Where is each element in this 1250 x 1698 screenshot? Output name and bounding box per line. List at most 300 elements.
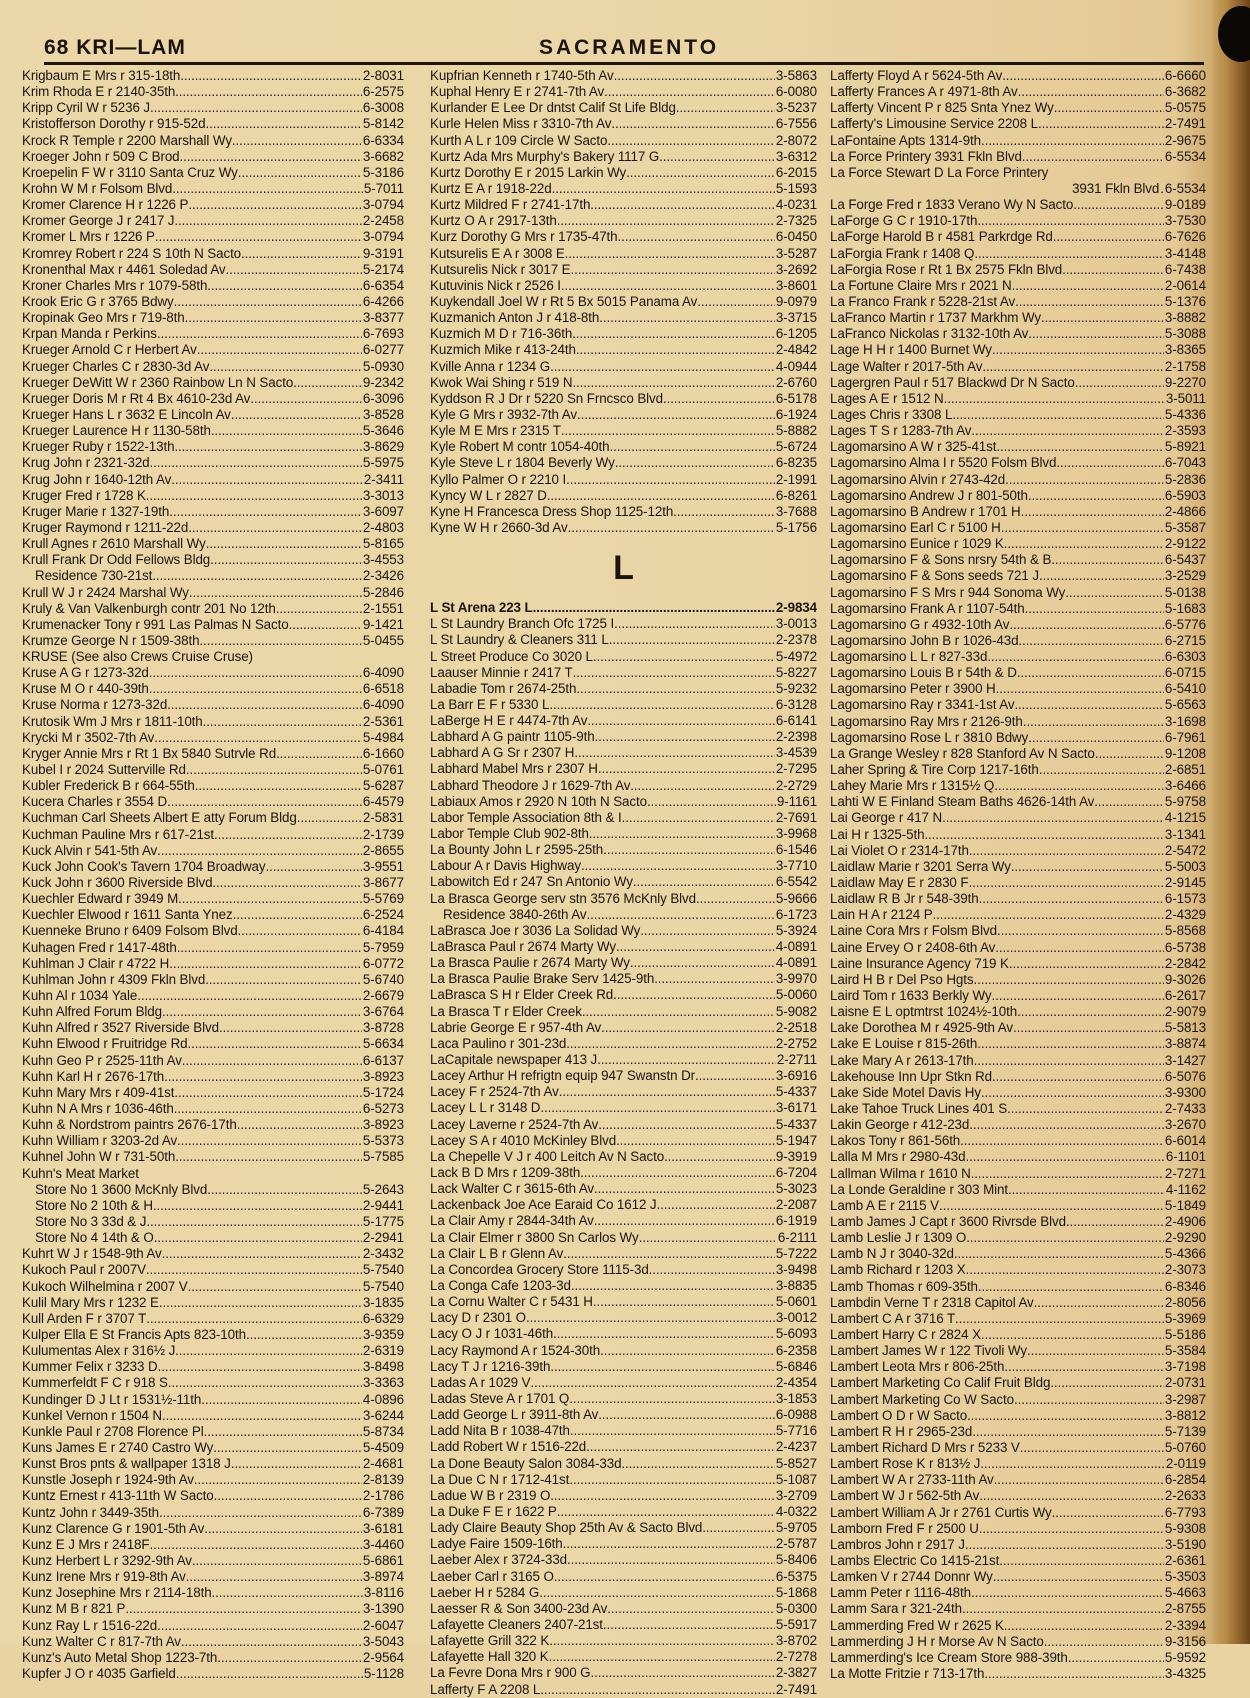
dot-leader [1028, 730, 1164, 746]
dot-leader [987, 649, 1164, 665]
listing-name: Kruse A G r 1273-32d [22, 665, 149, 681]
listing-row [430, 342, 817, 358]
listing-row [430, 1391, 817, 1407]
listing-row [430, 149, 817, 165]
header-rule [44, 62, 1204, 65]
dot-leader [554, 1569, 775, 1585]
listing-name: L St Laundry Branch Ofc 1725 I [430, 616, 615, 632]
listing-name: La Brasca Paulie Brake Serv 1425-9th [430, 971, 655, 987]
listing-row [22, 133, 404, 149]
listing-row [430, 1197, 817, 1213]
listing-name: Kyne W H r 2660-3d Av [430, 519, 568, 535]
listing-row [22, 1133, 404, 1149]
dot-leader [559, 1084, 775, 1100]
dot-leader [530, 1375, 774, 1391]
dot-leader [175, 84, 362, 100]
listing-name: Kripp Cyril W r 5236 J [22, 100, 151, 116]
listing-name: Kryger Annie Mrs r Rt 1 Bx 5840 Sutrvle Rd [22, 745, 277, 761]
dot-leader [171, 472, 363, 488]
listing-name: Lages A E r 1512 N [830, 390, 944, 406]
listing-name: Kyle Steve L r 1804 Beverly Wy [430, 455, 615, 471]
listing-row [430, 874, 817, 890]
dot-leader [971, 1585, 1164, 1601]
listing-name: L St Arena 223 L [430, 600, 533, 616]
listing-name: La Grange Wesley r 828 Stanford Av N Sacto [830, 745, 1095, 761]
listing-name: Kuhagen Fred r 1417-48th [22, 939, 177, 955]
dot-leader [207, 278, 362, 294]
listing-name: Kuhn N A Mrs r 1036-46th [22, 1101, 174, 1116]
listing-name: Lage H H r 1400 Burnet Wy [830, 342, 992, 358]
dot-leader [1009, 617, 1164, 633]
listing-name: Lai H r 1325-5th [830, 826, 925, 842]
directory-column-1 [22, 68, 404, 1681]
listing-name: Lake E Louise r 815-26th [830, 1036, 978, 1052]
dot-leader [568, 520, 775, 536]
dot-leader [214, 827, 362, 843]
listing-name: Kuntz John r 3449-35th [22, 1504, 160, 1520]
listing-row [22, 875, 404, 891]
listing-name: LaFontaine Apts 1314-9th [830, 132, 981, 148]
listing-name: Ladye Faire 1509-16th [430, 1536, 563, 1552]
dot-leader [657, 1197, 775, 1213]
listing-name: La Franco Frank r 5228-21st Av [830, 293, 1016, 309]
dot-leader [188, 1279, 362, 1295]
listing-phone: 6-4090 [362, 665, 404, 681]
listing-row [430, 1004, 817, 1020]
dot-leader [164, 1069, 362, 1085]
dot-leader [1041, 310, 1164, 326]
dot-leader [965, 1537, 1164, 1553]
dot-leader [594, 1213, 775, 1229]
dot-leader [180, 68, 362, 84]
dot-leader [615, 455, 775, 471]
listing-phone: 5-3969 [1164, 1310, 1206, 1326]
listing-phone: 5-9705 [775, 1520, 817, 1536]
listing-row [430, 391, 817, 407]
listing-name: Kutuvinis Nick r 2526 I [430, 277, 561, 293]
listing-name: Ladas A r 1029 V [430, 1374, 531, 1390]
dot-leader [237, 1117, 362, 1133]
listing-row [22, 633, 404, 649]
listing-row [22, 181, 404, 197]
listing-name: Labor Temple Club 902-8th [430, 826, 589, 842]
listing-name: Laidlaw R B Jr r 548-39th [830, 891, 979, 907]
dot-leader [188, 520, 362, 536]
listing-row [22, 714, 404, 730]
listing-phone: 5-3587 [1164, 519, 1206, 535]
listing-phone: 5-4509 [362, 1439, 404, 1455]
listing-row [22, 1505, 404, 1521]
dot-leader [561, 278, 775, 294]
listing-row [22, 1488, 404, 1504]
dot-leader [968, 875, 1163, 891]
listing-name: Lackenback Joe Ace Earaid Co 1612 J [430, 1197, 657, 1213]
listing-row [830, 310, 1206, 326]
listing-row [430, 246, 817, 262]
dot-leader [654, 971, 775, 987]
listing-phone: 3-2529 [1164, 568, 1206, 584]
dot-leader [557, 1504, 775, 1520]
listing-phone: 9-1161 [776, 793, 817, 809]
dot-leader [188, 1036, 362, 1052]
listing-name: Kromer Clarence H r 1226 P [22, 197, 189, 213]
dot-leader [598, 761, 775, 777]
listing-row [22, 601, 404, 617]
listing-row [22, 1392, 404, 1408]
dot-leader [1053, 229, 1164, 245]
listing-row [830, 1505, 1206, 1521]
listing-row [830, 1440, 1206, 1456]
listing-name: Kuchman Carl Sheets Albert E atty Forum Bldg [22, 810, 297, 826]
listing-name: Laidlaw May E r 2830 F [830, 875, 969, 891]
listing-name: Krutosik Wm J Mrs r 1811-10th [22, 713, 203, 729]
listing-phone: 2-4842 [775, 342, 817, 358]
listing-phone: 5-5975 [362, 455, 404, 471]
listing-row [830, 1634, 1206, 1650]
dot-leader [146, 1262, 362, 1278]
listing-row [430, 1117, 817, 1133]
dot-leader [238, 165, 362, 181]
dot-leader [603, 842, 775, 858]
listing-row [830, 1392, 1206, 1408]
dot-leader [640, 923, 775, 939]
listing-row [830, 1279, 1206, 1295]
listing-name: Lagomarsino Alma I r 5520 Folsm Blvd [830, 455, 1057, 471]
listing-row [22, 1585, 404, 1601]
listing-name: Kuck John Cook's Tavern 1704 Broadway [22, 858, 266, 874]
dot-leader [1007, 1101, 1164, 1117]
dot-leader [576, 681, 775, 697]
listing-row [830, 359, 1206, 375]
dot-leader [162, 1004, 362, 1020]
listing-row [830, 1262, 1206, 1278]
listing-row [830, 1069, 1206, 1085]
listing-row [430, 520, 817, 536]
dot-leader [580, 1165, 775, 1181]
dot-leader [157, 843, 362, 859]
listing-row [430, 761, 817, 777]
dot-leader [609, 439, 774, 455]
dot-leader [188, 197, 362, 213]
listing-phone: 3-5190 [1164, 1536, 1206, 1552]
listing-phone: 3-3715 [775, 310, 817, 326]
listing-row [830, 585, 1206, 601]
listing-row [430, 504, 817, 520]
dot-leader [550, 1359, 775, 1375]
listing-name: Kuykendall Joel W r Rt 5 Bx 5015 Panama Av [430, 293, 698, 309]
listing-row [22, 116, 404, 132]
dot-leader [174, 294, 362, 310]
listing-name: Labour A r Davis Highway [430, 858, 581, 874]
listing-name: Lagomarsino Ray r 3341-1st Av [830, 697, 1015, 713]
listing-name: Lake Dorothea M r 4925-9th Av [830, 1020, 1013, 1036]
dot-leader [1020, 1440, 1164, 1456]
listing-phone: 6-1723 [775, 906, 817, 922]
listing-name: Lacy Raymond A r 1524-30th [430, 1342, 601, 1358]
listing-row [22, 1053, 404, 1069]
listing-row [22, 697, 404, 713]
listing-name: Kyle G Mrs r 3932-7th Av [430, 406, 577, 422]
listing-name: L Street Produce Co 3020 L [430, 648, 593, 664]
listing-phone: 6-6141 [775, 713, 817, 729]
listing-phone: 3-4325 [1164, 1665, 1206, 1681]
listing-phone: 6-3096 [362, 390, 404, 406]
listing-phone: 5-4972 [775, 648, 817, 664]
listing-phone: 3-6466 [1164, 778, 1206, 794]
page-header [44, 36, 1214, 62]
dot-leader [649, 1262, 775, 1278]
dot-leader [146, 488, 362, 504]
listing-phone: 6-5437 [1164, 552, 1206, 568]
listing-name: Labhard Mabel Mrs r 2307 H [430, 761, 598, 777]
listing-row [830, 1569, 1206, 1585]
dot-leader [549, 697, 775, 713]
dot-leader [246, 1327, 362, 1343]
dot-leader [1044, 1634, 1164, 1650]
listing-name: Lacy O J r 1031-46th [430, 1326, 554, 1342]
listing-row [22, 1472, 404, 1488]
listing-name: La Done Beauty Salon 3084-33d [430, 1455, 622, 1471]
listing-name: Kunst Bros pnts & wallpaper 1318 J [22, 1456, 231, 1472]
listing-row [830, 972, 1206, 988]
listing-row [830, 1053, 1206, 1069]
dot-leader [567, 1552, 775, 1568]
listing-row [22, 488, 404, 504]
listing-phone: 2-3394 [1164, 1617, 1206, 1633]
listing-phone: 3-4460 [362, 1536, 404, 1552]
listing-row [830, 1198, 1206, 1214]
listing-phone: 3-8923 [362, 1068, 404, 1084]
dot-leader [978, 1279, 1164, 1295]
listing-phone: 3-8528 [362, 406, 404, 422]
listing-row [22, 730, 404, 746]
listing-row [430, 713, 817, 729]
listing-name: Kuhlman John r 4309 Fkln Blvd [22, 971, 206, 987]
listing-name: Laird Tom r 1633 Berkly Wy [830, 988, 992, 1004]
dot-leader [996, 439, 1164, 455]
dot-leader [297, 810, 362, 826]
listing-name: Lamb Thomas r 609-35th [830, 1278, 978, 1294]
dot-leader [611, 116, 775, 132]
listing-name: Labhard A G Sr r 2307 H [430, 745, 575, 761]
listing-name: Kunz Walter C r 817-7th Av [22, 1633, 181, 1649]
listing-row [22, 407, 404, 423]
listing-name: La Clair Elmer r 3800 Sn Carlos Wy [430, 1229, 639, 1245]
listing-name: La Clair Amy r 2844-34th Av [430, 1213, 594, 1229]
listing-row [830, 1537, 1206, 1553]
listing-row [430, 1149, 817, 1165]
dot-leader [582, 1004, 775, 1020]
listing-name: Kromrey Robert r 224 S 10th N Sacto [22, 245, 242, 261]
listing-name: Kubel I r 2024 Sutterville Rd [22, 762, 186, 778]
listing-row [430, 455, 817, 471]
listing-name: Lambert William A Jr r 2761 Curtis Wy [830, 1504, 1052, 1520]
listing-row [830, 778, 1206, 794]
dot-leader [573, 665, 775, 681]
dot-leader [630, 778, 775, 794]
listing-phone: 6-7793 [1164, 1504, 1206, 1520]
dot-leader [172, 181, 363, 197]
listing-phone: 2-1991 [775, 471, 817, 487]
listing-phone: 2-4329 [1164, 907, 1206, 923]
listing-name: La Cornu Walter C r 5431 H [430, 1294, 593, 1310]
listing-name: Lambert W A r 2733-11th Av [830, 1472, 994, 1488]
listing-row [430, 165, 817, 181]
dot-leader [214, 1488, 362, 1504]
listing-row [830, 1133, 1206, 1149]
listing-phone: 2-2752 [775, 1035, 817, 1051]
listing-phone: 2-7278 [775, 1649, 817, 1665]
listing-name: Kruly & Van Valkenburgh contr 201 No 12th [22, 600, 276, 616]
listing-row [430, 1439, 817, 1455]
dot-leader [992, 342, 1164, 358]
listing-row [430, 955, 817, 971]
listing-row [430, 1682, 817, 1698]
dot-leader [203, 714, 362, 730]
listing-name: Lacy D r 2301 O [430, 1310, 527, 1326]
dot-leader [673, 504, 775, 520]
listing-row [22, 213, 404, 229]
listing-row [430, 1181, 817, 1197]
listing-row [430, 423, 817, 439]
listing-name: Laidlaw Marie r 3201 Serra Wy [830, 858, 1011, 874]
listing-name: LaBerge H E r 4474-7th Av [430, 713, 588, 729]
listing-phone: 3-1341 [1164, 826, 1206, 842]
dot-leader [205, 972, 362, 988]
listing-row [830, 423, 1206, 439]
dot-leader [178, 891, 362, 907]
dot-leader [177, 1133, 362, 1149]
listing-phone: 9-1421 [362, 616, 404, 632]
listing-phone: 2-7295 [775, 761, 817, 777]
listing-row [830, 923, 1206, 939]
listing-phone: 3-8377 [362, 310, 404, 326]
listing-phone: 3-7688 [775, 503, 817, 519]
listing-phone: 3-6171 [775, 1100, 817, 1116]
listing-row [830, 1295, 1206, 1311]
listing-row [430, 472, 817, 488]
listing-row [22, 794, 404, 810]
listing-name: Lack B D Mrs r 1209-38th [430, 1165, 581, 1180]
listing-row [830, 1650, 1206, 1666]
listing-name: Ladas Steve A r 1701 Q [430, 1390, 570, 1406]
listing-phone: 6-1924 [775, 406, 817, 422]
listing-name: Krueger Charles C r 2830-3d Av [22, 358, 210, 374]
listing-phone: 5-3646 [362, 423, 404, 439]
listing-row [830, 278, 1206, 294]
listing-row [22, 746, 404, 762]
listing-name: Kuechler Elwood r 1611 Santa Ynez [22, 907, 233, 923]
listing-name: Kuntz Ernest r 413-11th W Sacto [22, 1488, 214, 1504]
listing-phone: 2-2398 [775, 729, 817, 745]
listing-name: LaFranco Martin r 1737 Markhm Wy [830, 310, 1041, 326]
listing-phone: 5-1128 [363, 1665, 404, 1681]
listing-name: Kyle Robert M contr 1054-40th [430, 439, 610, 455]
listing-row [22, 649, 404, 665]
listing-name: Lain H A r 2124 P [830, 907, 933, 923]
listing-name: Lagomarsino Andrew J r 801-50th [830, 487, 1028, 503]
listing-row [22, 1036, 404, 1052]
listing-name: LaForge G C r 1910-17th [830, 213, 978, 229]
listing-phone: 2-8755 [1164, 1601, 1206, 1617]
listing-phone: 5-1868 [775, 1584, 817, 1600]
listing-name: Kuphal Henry E r 2741-7th Av [430, 84, 605, 100]
listing-row [430, 1407, 817, 1423]
listing-row [430, 439, 817, 455]
listing-phone: 5-4663 [1164, 1585, 1206, 1601]
listing-row [22, 988, 404, 1004]
listing-phone: 5-7959 [362, 939, 404, 955]
listing-row [22, 859, 404, 875]
listing-phone: 6-8235 [775, 455, 817, 471]
listing-phone: 2-8139 [362, 1472, 404, 1488]
listing-phone: 5-6093 [775, 1326, 817, 1342]
listing-name: Kupfrian Kenneth r 1740-5th Av [430, 68, 614, 83]
listing-name: Lake Tahoe Truck Lines 401 S [830, 1101, 1008, 1116]
listing-name: Kroner Charles Mrs r 1079-58th [22, 277, 208, 293]
listing-name: Krueger Arnold C r Herbert Av [22, 342, 197, 358]
listing-name: Kuzmanich Anton J r 418-8th [430, 310, 600, 326]
listing-phone: 3-8923 [362, 1117, 404, 1133]
listing-phone: 3-2987 [1164, 1391, 1206, 1407]
listing-row [830, 520, 1206, 536]
listing-row [830, 649, 1206, 665]
dot-leader [614, 616, 775, 632]
listing-row [22, 1521, 404, 1537]
listing-name: Kwok Wai Shing r 519 N [430, 374, 573, 390]
listing-row [830, 407, 1206, 423]
listing-row [430, 1472, 817, 1488]
dot-leader [1039, 568, 1164, 584]
listing-row [22, 149, 404, 165]
dot-leader [1018, 633, 1163, 649]
dot-leader [639, 1230, 777, 1246]
listing-phone: 3-0013 [775, 616, 817, 632]
listing-name: Kristofferson Dorothy r 915-52d [22, 116, 206, 132]
listing-row [22, 1359, 404, 1375]
listing-row [830, 246, 1206, 262]
dot-leader [293, 375, 362, 391]
listing-name: Lagomarsino L L r 827-33d [830, 649, 988, 665]
listing-name: Lamb A E r 2115 V [830, 1197, 939, 1213]
listing-phone: 6-1205 [775, 326, 817, 342]
listing-name: Kuns James E r 2740 Castro Wy [22, 1439, 214, 1455]
dot-leader [1017, 665, 1164, 681]
listing-phone: 6-6014 [1164, 1133, 1206, 1149]
listing-phone: 3-7198 [1164, 1359, 1206, 1375]
listing-row [22, 165, 404, 181]
dot-leader [604, 84, 775, 100]
listing-row [22, 923, 404, 939]
dot-leader [955, 1311, 1164, 1327]
listing-row [22, 246, 404, 262]
listing-row [430, 1649, 817, 1665]
listing-phone: 6-5273 [362, 1101, 404, 1116]
listing-row [830, 714, 1206, 730]
listing-phone: 6-2524 [362, 907, 404, 923]
dot-leader [174, 1101, 362, 1117]
dot-leader [1075, 375, 1164, 391]
listing-name: Lagomarsino G r 4932-10th Av [830, 616, 1010, 632]
dot-leader [137, 988, 362, 1004]
listing-phone: 3-1835 [362, 1294, 404, 1310]
listing-phone: 2-8056 [1164, 1294, 1206, 1310]
listing-name: Kuechler Edward r 3949 M [22, 891, 179, 907]
listing-name: La Conga Cafe 1203-3d [430, 1277, 571, 1293]
listing-phone: 5-5769 [362, 891, 404, 907]
page-edge-shadow [1210, 0, 1250, 1644]
dot-leader [226, 262, 362, 278]
